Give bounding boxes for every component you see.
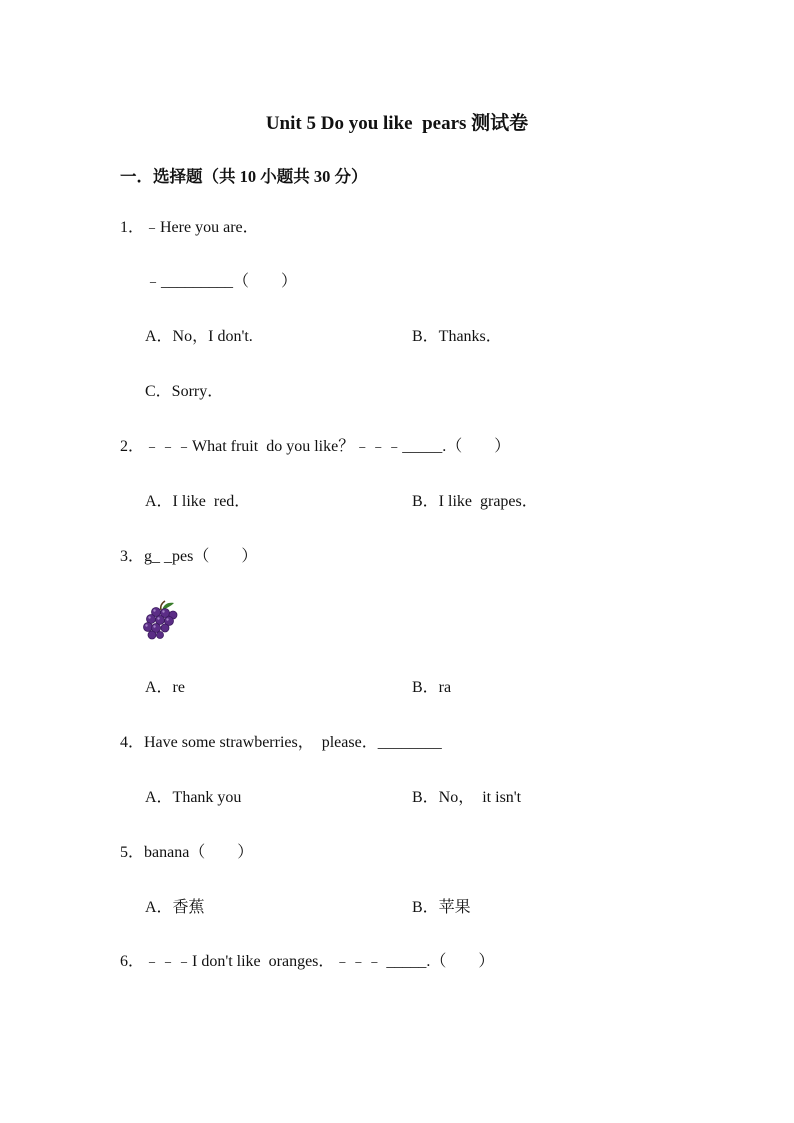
question-3-stem: 3．g_ _pes（ ） bbox=[120, 548, 258, 565]
question-6-stem: 6．﹣﹣﹣I don't like oranges．﹣﹣﹣ _____.（ ） bbox=[120, 953, 495, 970]
grapes-icon bbox=[140, 600, 182, 640]
question-4-option-a[interactable]: A．Thank you bbox=[145, 789, 242, 806]
question-2-option-b[interactable]: B．I like grapes． bbox=[412, 493, 538, 510]
question-3-option-a[interactable]: A．re bbox=[145, 679, 185, 696]
question-1-answer-line: ﹣_________（ ） bbox=[145, 273, 298, 290]
question-2-option-a[interactable]: A．I like red． bbox=[145, 493, 251, 510]
question-1-option-a[interactable]: A．No，I don't. bbox=[145, 328, 253, 345]
question-3-option-b[interactable]: B．ra bbox=[412, 679, 452, 696]
question-1-option-c[interactable]: C．Sorry． bbox=[145, 383, 224, 400]
question-1-stem: 1．﹣Here you are． bbox=[120, 219, 259, 236]
question-4-stem: 4．Have some strawberries， please．________ bbox=[120, 734, 442, 751]
question-2-stem: 2．﹣﹣﹣What fruit do you like？﹣﹣﹣_____.（ ） bbox=[120, 438, 511, 455]
question-5-option-a[interactable]: A．香蕉 bbox=[145, 899, 205, 916]
question-4-option-b[interactable]: B．No， it isn't bbox=[412, 789, 522, 806]
question-1-option-b[interactable]: B．Thanks． bbox=[412, 328, 502, 345]
question-5-stem: 5．banana（ ） bbox=[120, 844, 254, 861]
page-title: Unit 5 Do you like pears 测试卷 bbox=[265, 113, 529, 134]
question-5-option-b[interactable]: B．苹果 bbox=[412, 899, 471, 916]
section-heading: 一．选择题（共 10 小题共 30 分） bbox=[120, 167, 368, 186]
